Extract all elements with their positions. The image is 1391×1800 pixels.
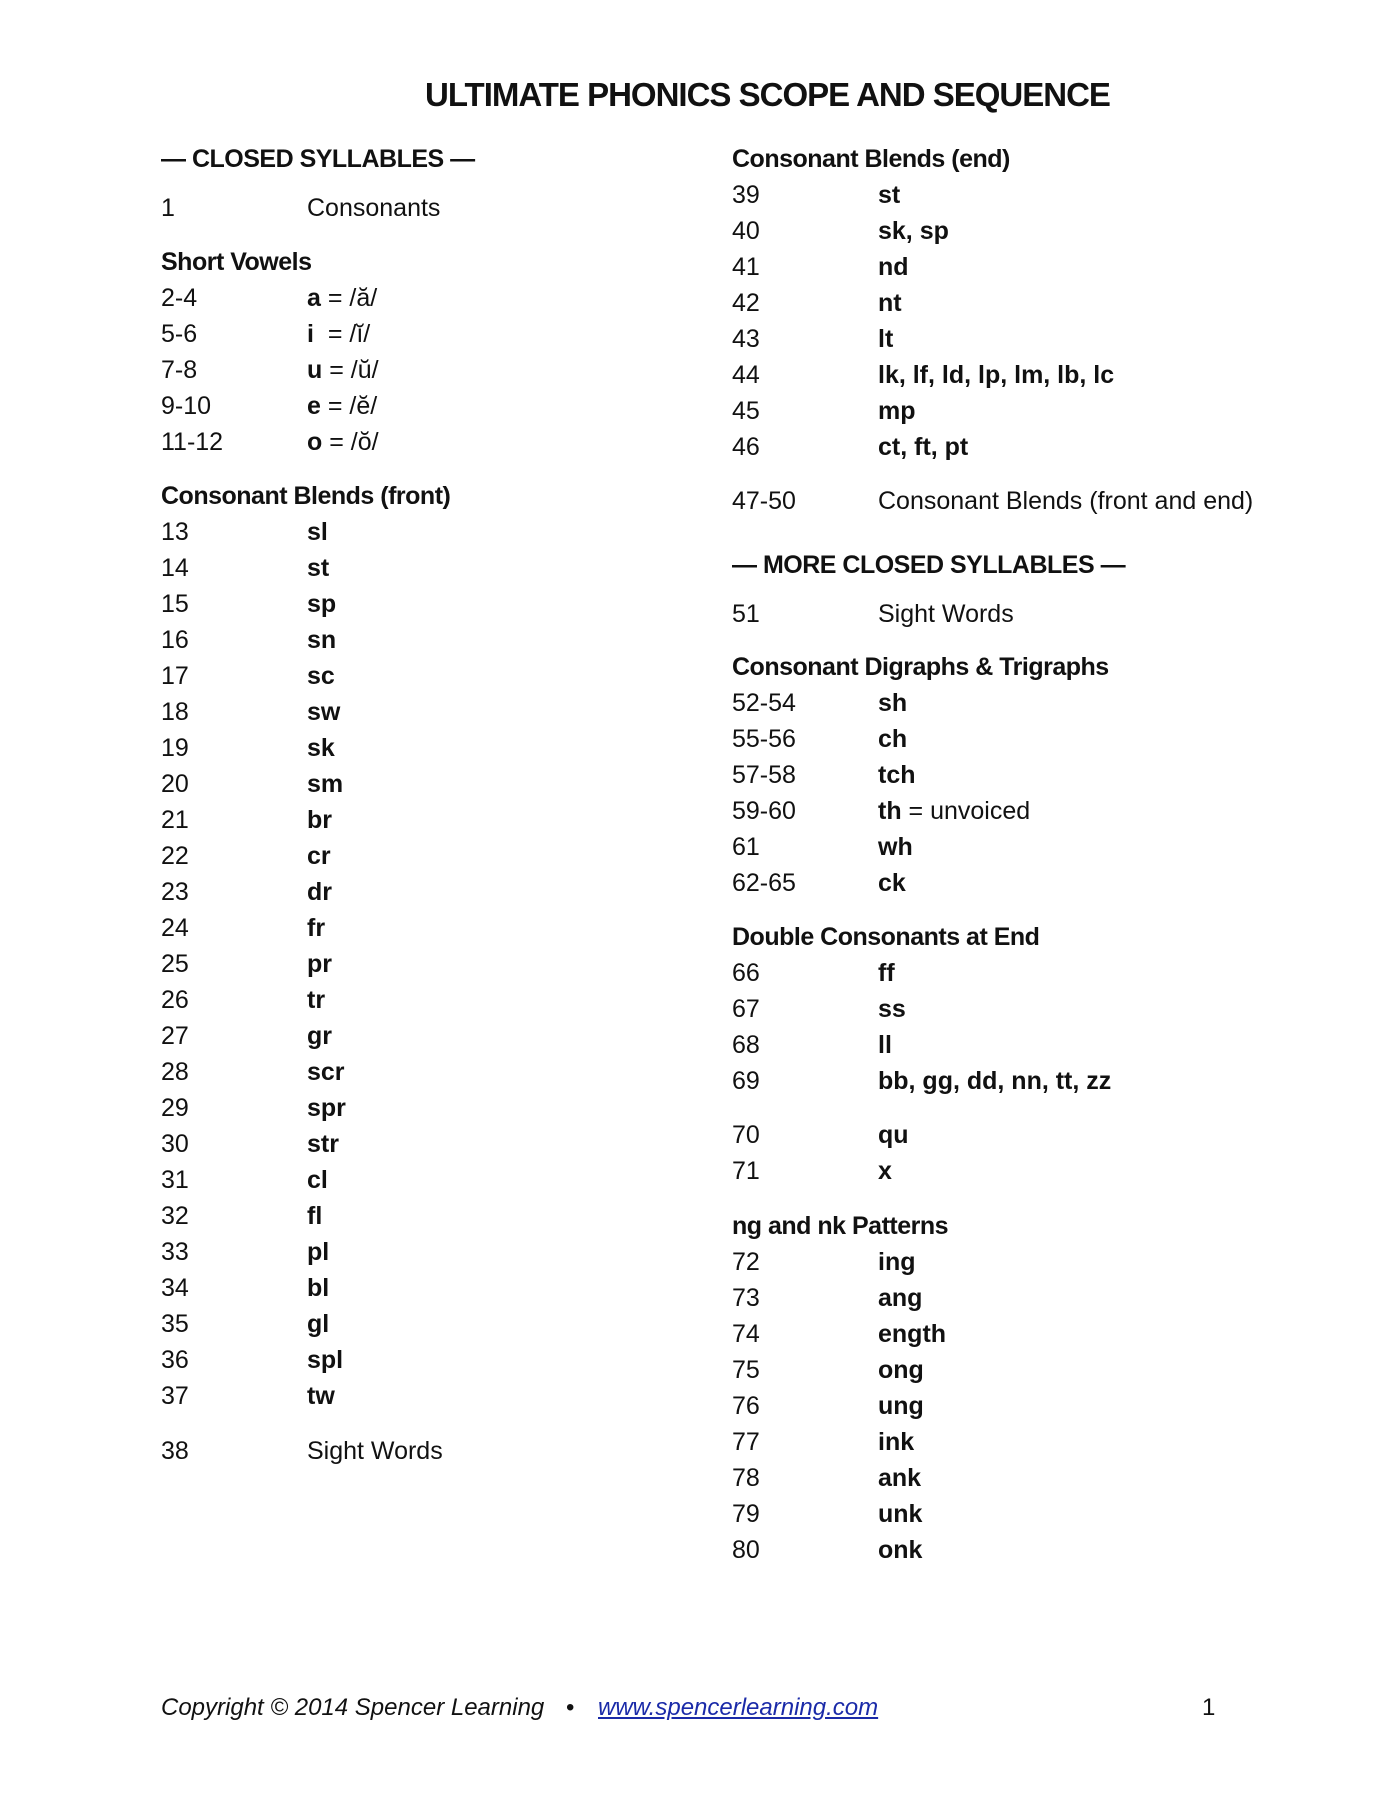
lesson-number: 35: [161, 1310, 189, 1338]
page-title: ULTIMATE PHONICS SCOPE AND SEQUENCE: [425, 76, 1110, 113]
lesson-number: 61: [732, 833, 760, 861]
pattern-description: = /ă/: [320, 284, 378, 312]
lesson-topic: [307, 316, 370, 352]
phonics-pattern: sh: [878, 689, 908, 717]
lesson-topic: [878, 991, 906, 1027]
list-item: [732, 285, 1010, 321]
section-closed-syllables-header: [161, 141, 475, 177]
list-item: [161, 802, 450, 838]
lesson-topic: [878, 1460, 921, 1496]
lesson-topic: [878, 249, 909, 285]
lesson-number: 68: [732, 1031, 760, 1059]
phonics-pattern: spr: [307, 1094, 346, 1122]
list-item: [732, 213, 1010, 249]
lesson-number: 15: [161, 590, 189, 618]
lesson-number: 38: [161, 1437, 189, 1465]
list-item: [161, 874, 450, 910]
phonics-pattern: pr: [307, 950, 332, 978]
list-item: [161, 766, 450, 802]
list-item: [732, 177, 1010, 213]
lesson-topic: [307, 388, 377, 424]
list-item: [161, 1270, 450, 1306]
lesson-topic: [878, 393, 916, 429]
lesson-topic: [878, 596, 1014, 632]
lesson-number: 46: [732, 433, 760, 461]
lesson-number: 43: [732, 325, 760, 353]
lesson-number: 1: [161, 194, 175, 222]
list-item: [161, 622, 450, 658]
list-item: [732, 249, 1010, 285]
lesson-number: 44: [732, 361, 760, 389]
phonics-pattern: ong: [878, 1356, 924, 1384]
list-item: [161, 514, 450, 550]
phonics-pattern: br: [307, 806, 332, 834]
list-item: [161, 730, 450, 766]
phonics-pattern: qu: [878, 1121, 909, 1149]
list-item: [732, 991, 1039, 1027]
lesson-topic: [878, 1063, 1111, 1099]
lesson-number: 27: [161, 1022, 189, 1050]
phonics-pattern: nd: [878, 253, 909, 281]
phonics-pattern: sn: [307, 626, 337, 654]
lesson-number: 13: [161, 518, 189, 546]
lesson-topic: [307, 766, 343, 802]
lesson-topic: [878, 757, 916, 793]
lesson-topic: [878, 321, 893, 357]
lesson-number: 5-6: [161, 320, 198, 348]
lesson-topic: [307, 1090, 346, 1126]
list-item: [732, 1027, 1039, 1063]
lesson-number: 55-56: [732, 725, 796, 753]
lesson-number: 77: [732, 1428, 760, 1456]
lesson-topic: [307, 1306, 329, 1342]
lesson-topic: [307, 694, 340, 730]
list-item: [161, 910, 450, 946]
phonics-pattern: sk, sp: [878, 217, 949, 245]
lesson-topic: [878, 1388, 924, 1424]
pattern-description: = /ŏ/: [322, 428, 379, 456]
lesson-topic: [878, 1244, 916, 1280]
list-item: [732, 829, 1109, 865]
phonics-pattern: sp: [307, 590, 337, 618]
lesson-topic: [307, 1162, 328, 1198]
lesson-topic: [878, 793, 1030, 829]
lesson-number: 22: [161, 842, 189, 870]
lesson-number: 78: [732, 1464, 760, 1492]
lesson-topic: [878, 1532, 922, 1568]
phonics-pattern: tw: [307, 1382, 335, 1410]
phonics-pattern: sm: [307, 770, 344, 798]
list-item: [732, 1316, 948, 1352]
lesson-topic: [307, 1342, 343, 1378]
lesson-number: 25: [161, 950, 189, 978]
pattern-description: Sight Words: [307, 1437, 443, 1465]
section-blends-front: [161, 478, 450, 1414]
lesson-topic: [307, 802, 332, 838]
phonics-pattern: x: [878, 1157, 892, 1185]
phonics-pattern: str: [307, 1130, 339, 1158]
section-heading: — CLOSED SYLLABLES —: [161, 145, 475, 173]
list-item: [732, 1532, 948, 1568]
pattern-description: Sight Words: [878, 600, 1014, 628]
phonics-pattern: ang: [878, 1284, 923, 1312]
list-item: [732, 1280, 948, 1316]
lesson-topic: [878, 829, 913, 865]
lesson-topic: [878, 865, 906, 901]
list-item: [732, 429, 1010, 465]
lesson-topic: [307, 1054, 345, 1090]
list-item: [732, 955, 1039, 991]
lesson-number: 32: [161, 1202, 189, 1230]
lesson-number: 7-8: [161, 356, 198, 384]
phonics-pattern: sl: [307, 518, 328, 546]
lesson-number: 31: [161, 1166, 189, 1194]
phonics-pattern: a: [307, 284, 321, 312]
phonics-pattern: wh: [878, 833, 913, 861]
lesson-topic: [307, 1126, 339, 1162]
list-item: [732, 357, 1115, 393]
list-item: [732, 721, 1109, 757]
lesson-number: 9-10: [161, 392, 212, 420]
lesson-number: 57-58: [732, 761, 796, 789]
list-item: [161, 388, 378, 424]
list-item: [161, 838, 450, 874]
lesson-number: 70: [732, 1121, 760, 1149]
lesson-number: 71: [732, 1157, 760, 1185]
lesson-topic: [878, 213, 949, 249]
phonics-pattern: unk: [878, 1500, 923, 1528]
lesson-number: 24: [161, 914, 189, 942]
lesson-topic: [878, 177, 900, 213]
lesson-number: 62-65: [732, 869, 796, 897]
phonics-pattern: cl: [307, 1166, 328, 1194]
list-item: [732, 1388, 948, 1424]
lesson-number: 36: [161, 1346, 189, 1374]
phonics-pattern: e: [307, 392, 321, 420]
list-item: [161, 1018, 450, 1054]
lesson-topic: [878, 1316, 946, 1352]
lesson-topic: [878, 429, 968, 465]
section-heading: Double Consonants at End: [732, 923, 1040, 951]
section-heading: Consonant Digraphs & Trigraphs: [732, 653, 1109, 681]
lesson-topic: [307, 1270, 329, 1306]
list-item: [161, 424, 379, 460]
lesson-number: 17: [161, 662, 189, 690]
lesson-number: 45: [732, 397, 760, 425]
phonics-pattern: sk: [307, 734, 335, 762]
lesson-number: 80: [732, 1536, 760, 1564]
lesson-topic: [307, 910, 325, 946]
lesson-topic: [307, 874, 332, 910]
lesson-number: 42: [732, 289, 760, 317]
phonics-pattern: ck: [878, 869, 906, 897]
section-heading: — MORE CLOSED SYLLABLES —: [732, 551, 1126, 579]
phonics-pattern: o: [307, 428, 323, 456]
lesson-topic: [878, 955, 895, 991]
lesson-topic: [307, 1378, 335, 1414]
phonics-pattern: scr: [307, 1058, 345, 1086]
section-double-consonants: [732, 919, 1112, 1099]
lesson-number: 52-54: [732, 689, 796, 717]
lesson-number: 75: [732, 1356, 760, 1384]
lesson-topic: [878, 357, 1114, 393]
list-item: [732, 321, 1010, 357]
phonics-pattern: ct, ft, pt: [878, 433, 969, 461]
lesson-number: 39: [732, 181, 760, 209]
section-short-vowels: [161, 244, 379, 460]
list-item: [161, 1234, 450, 1270]
lesson-topic: [307, 190, 440, 226]
lesson-topic: [307, 838, 331, 874]
list-item: [161, 1162, 450, 1198]
lesson-number: 19: [161, 734, 189, 762]
lesson-number: 74: [732, 1320, 760, 1348]
phonics-pattern: lk, lf, ld, lp, lm, lb, lc: [878, 361, 1115, 389]
pattern-description: = /ĕ/: [320, 392, 378, 420]
lesson-number: 47-50: [732, 487, 796, 515]
phonics-pattern: onk: [878, 1536, 923, 1564]
website-link[interactable]: www.spencerlearning.com: [598, 1694, 879, 1721]
phonics-pattern: mp: [878, 397, 916, 425]
phonics-pattern: th: [878, 797, 902, 825]
section-heading: Consonant Blends (end): [732, 145, 1010, 173]
phonics-pattern: sw: [307, 698, 341, 726]
list-item: [161, 946, 450, 982]
list-item: [732, 865, 1109, 901]
section-digraphs: [732, 649, 1109, 901]
list-item: [732, 1424, 948, 1460]
lesson-topic: [878, 721, 907, 757]
phonics-pattern: tr: [307, 986, 326, 1014]
lesson-topic: [307, 982, 325, 1018]
lesson-number: 67: [732, 995, 760, 1023]
lesson-topic: [307, 550, 329, 586]
section-blends-end: [732, 141, 1115, 465]
lesson-topic: [307, 352, 379, 388]
lesson-number: 26: [161, 986, 189, 1014]
phonics-pattern: spl: [307, 1346, 344, 1374]
list-item: [732, 685, 1109, 721]
list-item: [732, 757, 1109, 793]
phonics-pattern: ing: [878, 1248, 916, 1276]
section-heading: ng and nk Patterns: [732, 1212, 949, 1240]
lesson-number: 72: [732, 1248, 760, 1276]
list-item: [161, 316, 371, 352]
lesson-topic: [878, 1496, 922, 1532]
lesson-number: 14: [161, 554, 189, 582]
list-item: [161, 1126, 450, 1162]
phonics-pattern: fr: [307, 914, 326, 942]
lesson-number: 11-12: [161, 428, 224, 456]
list-item: [732, 1244, 948, 1280]
phonics-pattern: u: [307, 356, 323, 384]
list-item: [161, 1342, 450, 1378]
lesson-topic: [878, 285, 902, 321]
phonics-pattern: ch: [878, 725, 908, 753]
phonics-pattern: sc: [307, 662, 335, 690]
phonics-pattern: ff: [878, 959, 895, 987]
list-item: [732, 1496, 948, 1532]
section-heading: Consonant Blends (front): [161, 482, 451, 510]
phonics-pattern: lt: [878, 325, 894, 353]
list-item: [732, 1063, 1112, 1099]
list-item: [161, 280, 378, 316]
footer-bullet: •: [566, 1694, 575, 1721]
lesson-topic: [307, 586, 336, 622]
section-more-closed-header: [732, 547, 1125, 583]
lesson-topic: [307, 658, 335, 694]
lesson-topic: [307, 424, 379, 460]
lesson-topic: [878, 1280, 922, 1316]
pattern-description: = unvoiced: [901, 797, 1031, 825]
lesson-topic: [307, 622, 336, 658]
phonics-pattern: st: [878, 181, 901, 209]
list-item: [161, 1054, 450, 1090]
page-number: 1: [1202, 1694, 1216, 1721]
list-item: [161, 1306, 450, 1342]
lesson-number: 20: [161, 770, 189, 798]
lesson-number: 30: [161, 1130, 189, 1158]
phonics-pattern: gl: [307, 1310, 330, 1338]
pattern-description: = /ĭ/: [313, 320, 371, 348]
lesson-number: 59-60: [732, 797, 796, 825]
section-ng-nk: [732, 1208, 948, 1568]
phonics-pattern: ung: [878, 1392, 924, 1420]
copyright-text: Copyright © 2014 Spencer Learning: [161, 1694, 545, 1721]
phonics-pattern: fl: [307, 1202, 323, 1230]
lesson-topic: [307, 280, 377, 316]
lesson-topic: [878, 1424, 914, 1460]
list-item: [161, 1198, 450, 1234]
phonics-pattern: gr: [307, 1022, 332, 1050]
lesson-number: 73: [732, 1284, 760, 1312]
lesson-topic: [307, 730, 335, 766]
phonics-pattern: ink: [878, 1428, 915, 1456]
lesson-number: 2-4: [161, 284, 198, 312]
lesson-topic: [307, 1198, 322, 1234]
list-item: [161, 1090, 450, 1126]
pattern-description: Consonants: [307, 194, 441, 222]
list-item: [161, 1378, 450, 1414]
section-heading: Short Vowels: [161, 248, 312, 276]
pattern-description: Consonant Blends (front and end): [878, 487, 1254, 515]
lesson-number: 16: [161, 626, 189, 654]
list-item: [161, 352, 379, 388]
phonics-pattern: st: [307, 554, 330, 582]
lesson-number: 33: [161, 1238, 189, 1266]
list-item: [732, 393, 1010, 429]
phonics-pattern: tch: [878, 761, 916, 789]
lesson-number: 37: [161, 1382, 189, 1410]
lesson-number: 66: [732, 959, 760, 987]
lesson-number: 41: [732, 253, 760, 281]
phonics-pattern: dr: [307, 878, 332, 906]
phonics-pattern: ength: [878, 1320, 947, 1348]
list-item: [161, 658, 450, 694]
lesson-topic: [878, 483, 1253, 519]
list-item: [732, 1352, 948, 1388]
lesson-number: 40: [732, 217, 760, 245]
phonics-pattern: cr: [307, 842, 331, 870]
pattern-description: = /ŭ/: [322, 356, 379, 384]
lesson-topic: [878, 685, 907, 721]
lesson-number: 76: [732, 1392, 760, 1420]
phonics-pattern: pl: [307, 1238, 330, 1266]
list-item: [732, 1460, 948, 1496]
lesson-topic: [307, 946, 332, 982]
phonics-pattern: ll: [878, 1031, 892, 1059]
phonics-pattern: nt: [878, 289, 902, 317]
lesson-topic: [878, 1027, 892, 1063]
list-item: [732, 793, 1109, 829]
phonics-pattern: i: [307, 320, 314, 348]
lesson-number: 18: [161, 698, 189, 726]
list-item: [161, 694, 450, 730]
lesson-number: 28: [161, 1058, 189, 1086]
list-item: [161, 982, 450, 1018]
lesson-number: 69: [732, 1067, 760, 1095]
phonics-pattern: bl: [307, 1274, 330, 1302]
lesson-number: 51: [732, 600, 760, 628]
phonics-pattern: ank: [878, 1464, 922, 1492]
lesson-number: 21: [161, 806, 189, 834]
lesson-topic: [878, 1117, 909, 1153]
lesson-number: 29: [161, 1094, 189, 1122]
lesson-topic: [307, 514, 328, 550]
lesson-topic: [878, 1352, 924, 1388]
list-item: [161, 586, 450, 622]
lesson-number: 79: [732, 1500, 760, 1528]
list-item: [161, 550, 450, 586]
lesson-topic: [307, 1234, 329, 1270]
phonics-pattern: ss: [878, 995, 906, 1023]
lesson-topic: [307, 1018, 332, 1054]
lesson-number: 23: [161, 878, 189, 906]
phonics-pattern: bb, gg, dd, nn, tt, zz: [878, 1067, 1112, 1095]
lesson-number: 34: [161, 1274, 189, 1302]
lesson-topic: [307, 1433, 443, 1469]
lesson-topic: [878, 1153, 892, 1189]
